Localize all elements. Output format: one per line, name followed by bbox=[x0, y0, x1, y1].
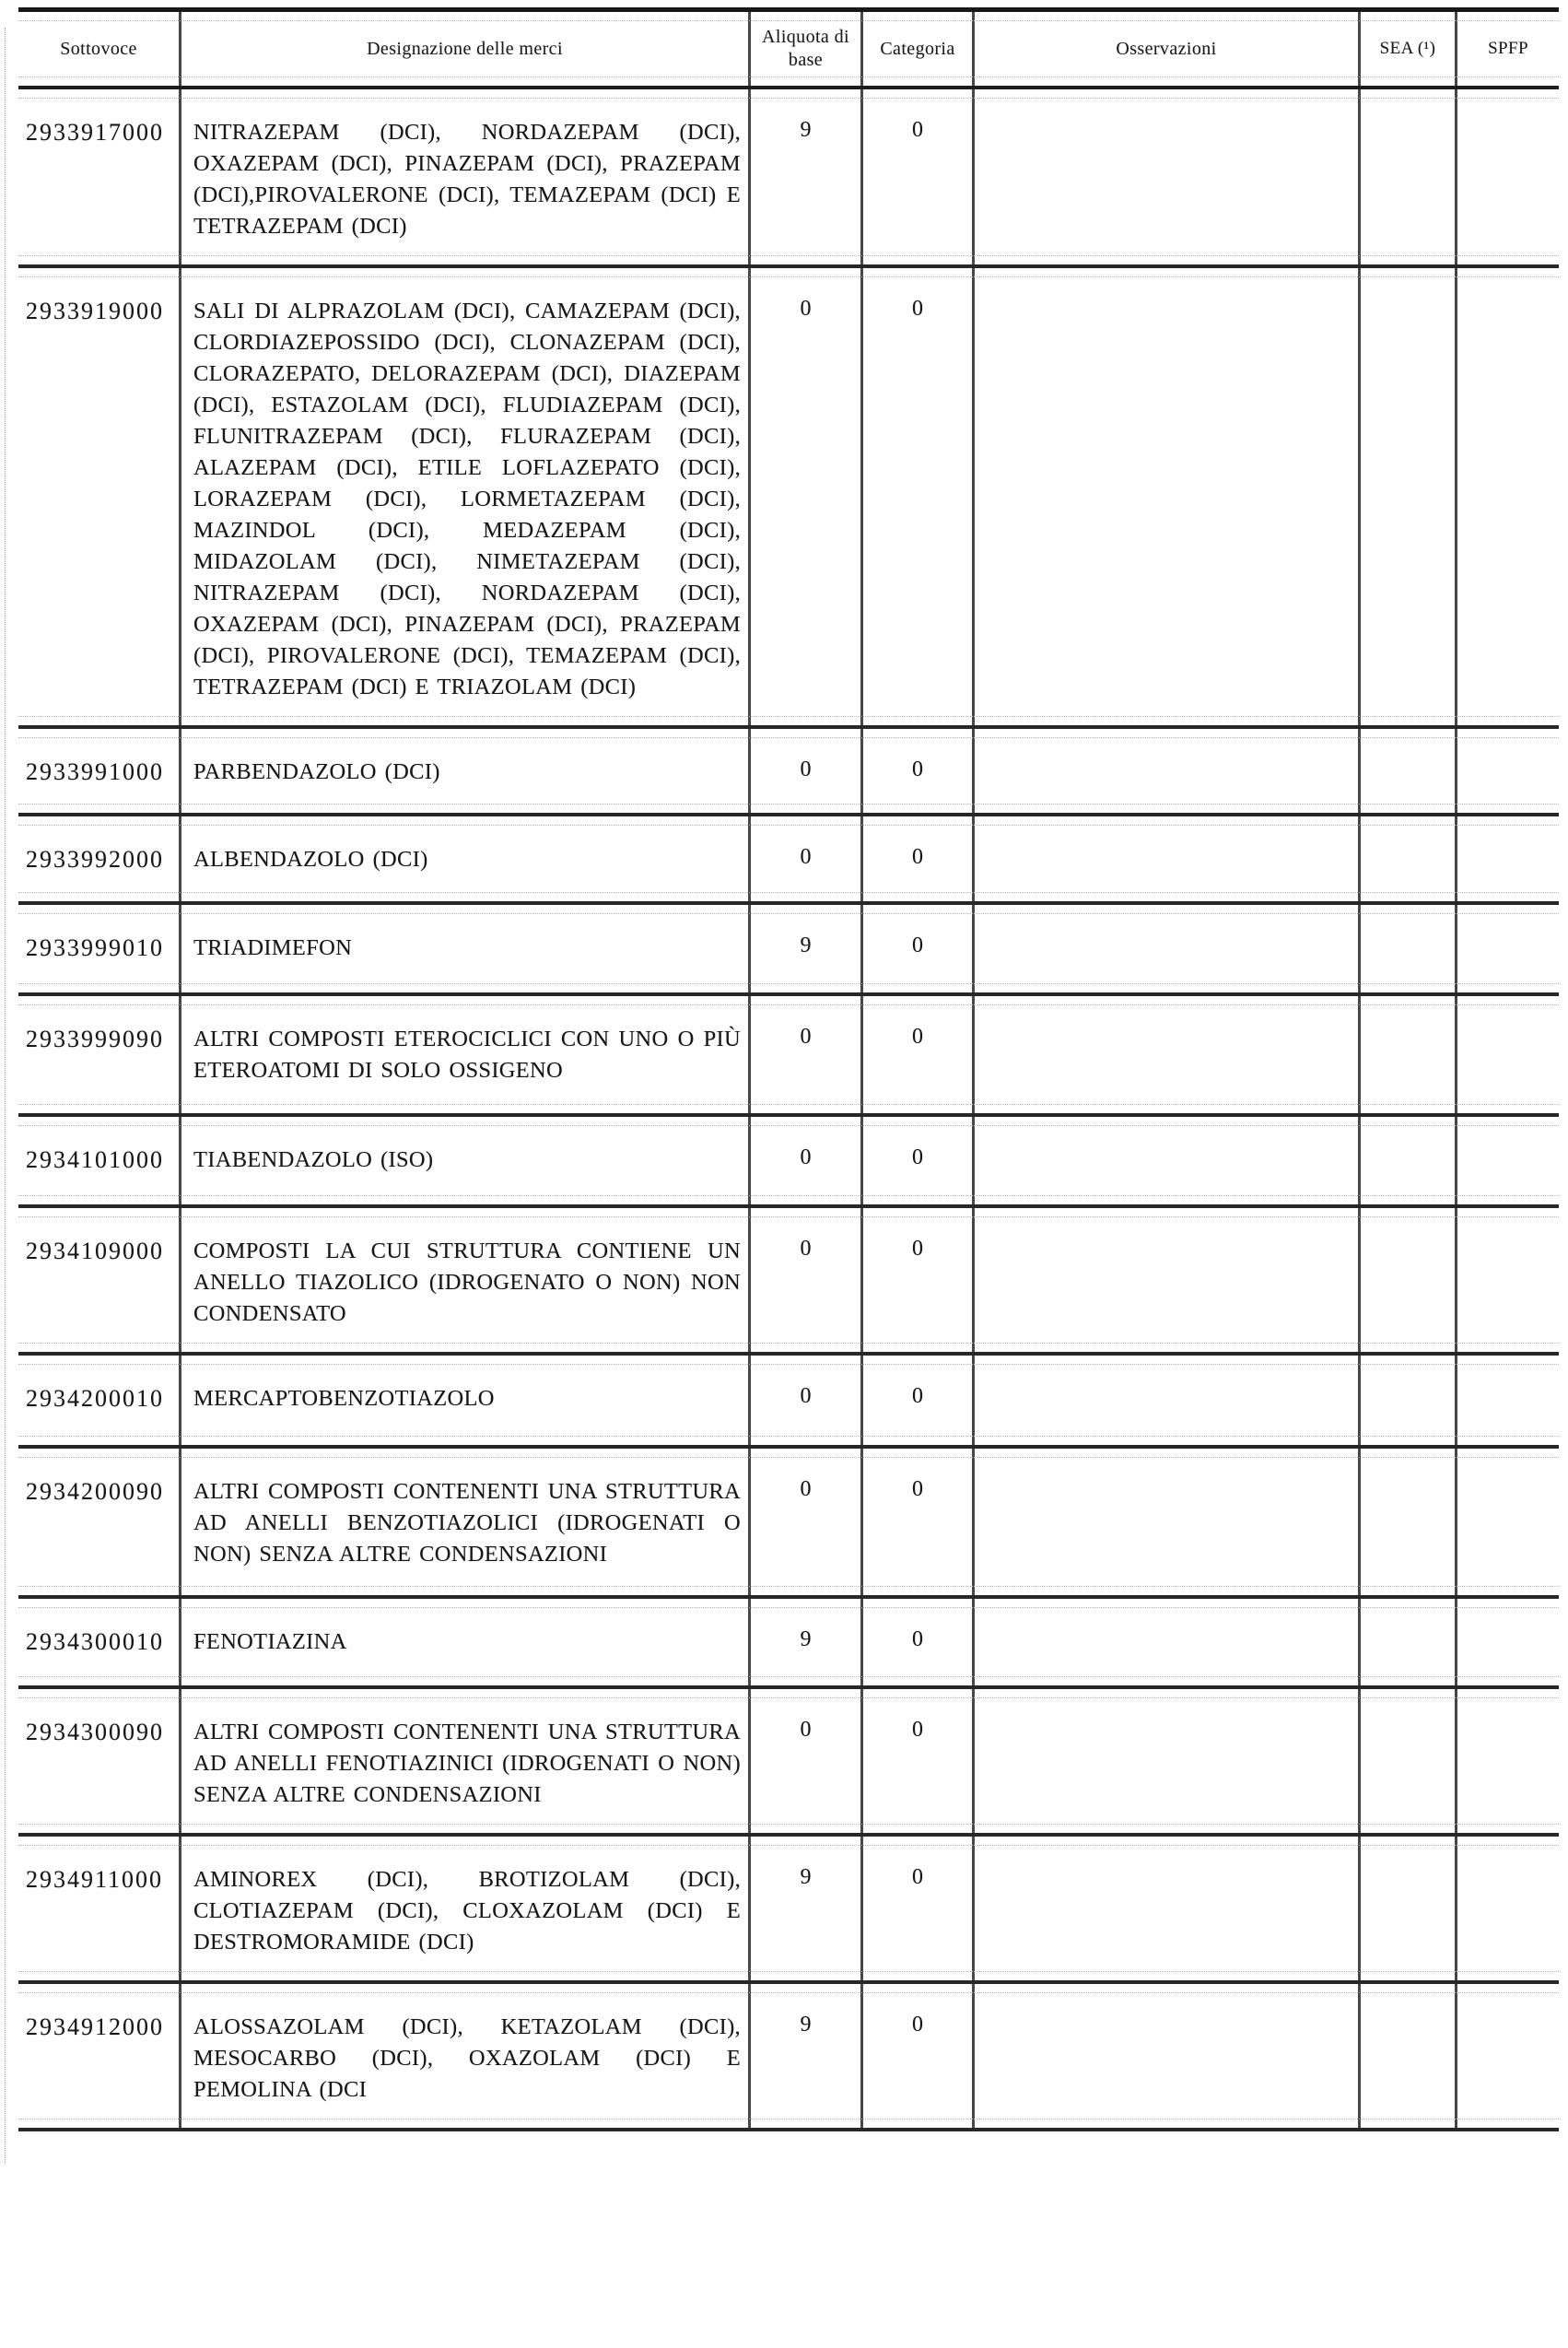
subheading-code-cell: 2933919000 bbox=[18, 268, 181, 725]
subheading-code-cell: 2934912000 bbox=[18, 1984, 181, 2128]
goods-description-cell: SALI DI ALPRAZOLAM (DCI), CAMAZEPAM (DCI), CLORDIAZEPOSSIDO (DCI), CLONAZEPAM (DCI), CLORAZEPATO, DELORAZEPAM (DCI), DIAZEPAM (DCI), ESTAZOLAM (DCI), FLUDIAZEPAM (DCI), FLUNITRAZEPAM (DCI), FLURAZEPAM (DCI), ALAZEPAM (DCI), ETILE LOFLAZEPATO (DCI), LORAZEPAM (DCI), LORMETAZEPAM (DCI), MAZINDOL (DCI), MEDAZEPAM (DCI), MIDAZOLAM (DCI), NIMETAZEPAM (DCI), NITRAZEPAM (DCI), NORDAZEPAM (DCI), OXAZEPAM (DCI), PINAZEPAM (DCI), PRAZEPAM (DCI), PIROVALERONE (DCI), TEMAZEPAM (DCI), TETRAZEPAM (DCI) E TRIAZOLAM (DCI) bbox=[181, 268, 751, 725]
header-designazione-merci: Designazione delle merci bbox=[181, 12, 751, 86]
sea-cell bbox=[1361, 1356, 1457, 1445]
category-cell: 0 bbox=[863, 1449, 975, 1595]
table-body bbox=[18, 89, 1559, 2131]
subheading-code-cell: 2933999010 bbox=[18, 905, 181, 992]
tariff-table bbox=[18, 7, 1559, 2131]
sea-cell bbox=[1361, 268, 1457, 725]
observations-cell bbox=[975, 729, 1361, 813]
spfp-cell bbox=[1457, 89, 1559, 264]
table-header-row bbox=[18, 12, 1559, 89]
observations-cell bbox=[975, 1689, 1361, 1833]
subheading-code-cell: 2934200090 bbox=[18, 1449, 181, 1595]
observations-cell bbox=[975, 1356, 1361, 1445]
table-row bbox=[18, 996, 1559, 1117]
base-rate-cell: 0 bbox=[751, 1356, 863, 1445]
sea-cell bbox=[1361, 1689, 1457, 1833]
table-row bbox=[18, 1689, 1559, 1837]
base-rate-cell: 0 bbox=[751, 729, 863, 813]
goods-description-cell: NITRAZEPAM (DCI), NORDAZEPAM (DCI), OXAZEPAM (DCI), PINAZEPAM (DCI), PRAZEPAM (DCI),PIROVALERONE (DCI), TEMAZEPAM (DCI) E TETRAZEPAM (DCI) bbox=[181, 89, 751, 264]
spfp-cell bbox=[1457, 1208, 1559, 1352]
table-row bbox=[18, 89, 1559, 268]
table-row bbox=[18, 1837, 1559, 1984]
goods-description-cell: ALTRI COMPOSTI CONTENENTI UNA STRUTTURA AD ANELLI BENZOTIAZOLICI (IDROGENATI O NON) SENZA ALTRE CONDENSAZIONI bbox=[181, 1449, 751, 1595]
table-row bbox=[18, 1599, 1559, 1689]
sea-cell bbox=[1361, 729, 1457, 813]
subheading-code-cell: 2934300010 bbox=[18, 1599, 181, 1685]
table-row bbox=[18, 816, 1559, 905]
table-row bbox=[18, 1984, 1559, 2131]
goods-description-cell: TIABENDAZOLO (ISO) bbox=[181, 1117, 751, 1204]
header-osservazioni: Osservazioni bbox=[975, 12, 1361, 86]
header-categoria: Categoria bbox=[863, 12, 975, 86]
subheading-code-cell: 2934911000 bbox=[18, 1837, 181, 1980]
observations-cell bbox=[975, 1449, 1361, 1595]
base-rate-cell: 9 bbox=[751, 1837, 863, 1980]
goods-description-cell: ALTRI COMPOSTI ETEROCICLICI CON UNO O PIÙ ETEROATOMI DI SOLO OSSIGENO bbox=[181, 996, 751, 1113]
spfp-cell bbox=[1457, 905, 1559, 992]
category-cell: 0 bbox=[863, 1208, 975, 1352]
header-sea: SEA (¹) bbox=[1361, 12, 1457, 86]
sea-cell bbox=[1361, 1117, 1457, 1204]
sea-cell bbox=[1361, 1449, 1457, 1595]
observations-cell bbox=[975, 268, 1361, 725]
goods-description-cell: ALTRI COMPOSTI CONTENENTI UNA STRUTTURA AD ANELLI FENOTIAZINICI (IDROGENATI O NON) SENZA ALTRE CONDENSAZIONI bbox=[181, 1689, 751, 1833]
goods-description-cell: MERCAPTOBENZOTIAZOLO bbox=[181, 1356, 751, 1445]
spfp-cell bbox=[1457, 1449, 1559, 1595]
sea-cell bbox=[1361, 89, 1457, 264]
sea-cell bbox=[1361, 996, 1457, 1113]
base-rate-cell: 9 bbox=[751, 905, 863, 992]
goods-description-cell: AMINOREX (DCI), BROTIZOLAM (DCI), CLOTIAZEPAM (DCI), CLOXAZOLAM (DCI) E DESTROMORAMIDE (DCI) bbox=[181, 1837, 751, 1980]
base-rate-cell: 0 bbox=[751, 1449, 863, 1595]
goods-description-cell: ALBENDAZOLO (DCI) bbox=[181, 816, 751, 901]
category-cell: 0 bbox=[863, 1117, 975, 1204]
category-cell: 0 bbox=[863, 905, 975, 992]
spfp-cell bbox=[1457, 729, 1559, 813]
observations-cell bbox=[975, 816, 1361, 901]
header-aliquota-di-base: Aliquota di base bbox=[751, 12, 863, 86]
base-rate-cell: 9 bbox=[751, 1599, 863, 1685]
sea-cell bbox=[1361, 816, 1457, 901]
subheading-code-cell: 2933917000 bbox=[18, 89, 181, 264]
category-cell: 0 bbox=[863, 89, 975, 264]
subheading-code-cell: 2934101000 bbox=[18, 1117, 181, 1204]
observations-cell bbox=[975, 1837, 1361, 1980]
spfp-cell bbox=[1457, 996, 1559, 1113]
spfp-cell bbox=[1457, 268, 1559, 725]
table-row bbox=[18, 1117, 1559, 1208]
category-cell: 0 bbox=[863, 816, 975, 901]
table-row bbox=[18, 1208, 1559, 1356]
spfp-cell bbox=[1457, 1356, 1559, 1445]
observations-cell bbox=[975, 996, 1361, 1113]
sea-cell bbox=[1361, 1984, 1457, 2128]
category-cell: 0 bbox=[863, 1689, 975, 1833]
category-cell: 0 bbox=[863, 729, 975, 813]
goods-description-cell: TRIADIMEFON bbox=[181, 905, 751, 992]
observations-cell bbox=[975, 1208, 1361, 1352]
spfp-cell bbox=[1457, 1837, 1559, 1980]
goods-description-cell: FENOTIAZINA bbox=[181, 1599, 751, 1685]
base-rate-cell: 0 bbox=[751, 996, 863, 1113]
spfp-cell bbox=[1457, 1117, 1559, 1204]
spfp-cell bbox=[1457, 1984, 1559, 2128]
category-cell: 0 bbox=[863, 1984, 975, 2128]
category-cell: 0 bbox=[863, 1837, 975, 1980]
subheading-code-cell: 2934300090 bbox=[18, 1689, 181, 1833]
category-cell: 0 bbox=[863, 1356, 975, 1445]
subheading-code-cell: 2933992000 bbox=[18, 816, 181, 901]
subheading-code-cell: 2934200010 bbox=[18, 1356, 181, 1445]
table-row bbox=[18, 905, 1559, 996]
category-cell: 0 bbox=[863, 996, 975, 1113]
goods-description-cell: ALOSSAZOLAM (DCI), KETAZOLAM (DCI), MESOCARBO (DCI), OXAZOLAM (DCI) E PEMOLINA (DCI bbox=[181, 1984, 751, 2128]
subheading-code-cell: 2933999090 bbox=[18, 996, 181, 1113]
category-cell: 0 bbox=[863, 1599, 975, 1685]
scan-edge-artifact bbox=[5, 28, 6, 2164]
observations-cell bbox=[975, 905, 1361, 992]
subheading-code-cell: 2934109000 bbox=[18, 1208, 181, 1352]
base-rate-cell: 9 bbox=[751, 89, 863, 264]
goods-description-cell: COMPOSTI LA CUI STRUTTURA CONTIENE UN ANELLO TIAZOLICO (IDROGENATO O NON) NON CONDENSATO bbox=[181, 1208, 751, 1352]
base-rate-cell: 0 bbox=[751, 816, 863, 901]
base-rate-cell: 0 bbox=[751, 1117, 863, 1204]
sea-cell bbox=[1361, 1599, 1457, 1685]
category-cell: 0 bbox=[863, 268, 975, 725]
table-row bbox=[18, 268, 1559, 729]
table-row bbox=[18, 729, 1559, 816]
sea-cell bbox=[1361, 905, 1457, 992]
spfp-cell bbox=[1457, 1689, 1559, 1833]
sea-cell bbox=[1361, 1837, 1457, 1980]
sea-cell bbox=[1361, 1208, 1457, 1352]
base-rate-cell: 9 bbox=[751, 1984, 863, 2128]
goods-description-cell: PARBENDAZOLO (DCI) bbox=[181, 729, 751, 813]
observations-cell bbox=[975, 1984, 1361, 2128]
table-row bbox=[18, 1449, 1559, 1599]
base-rate-cell: 0 bbox=[751, 1208, 863, 1352]
header-spfp: SPFP bbox=[1488, 39, 1528, 59]
observations-cell bbox=[975, 1599, 1361, 1685]
base-rate-cell: 0 bbox=[751, 1689, 863, 1833]
subheading-code-cell: 2933991000 bbox=[18, 729, 181, 813]
spfp-cell bbox=[1457, 1599, 1559, 1685]
observations-cell bbox=[975, 89, 1361, 264]
table-row bbox=[18, 1356, 1559, 1449]
spfp-cell bbox=[1457, 816, 1559, 901]
header-sottovoce: Sottovoce bbox=[18, 12, 181, 86]
base-rate-cell: 0 bbox=[751, 268, 863, 725]
observations-cell bbox=[975, 1117, 1361, 1204]
